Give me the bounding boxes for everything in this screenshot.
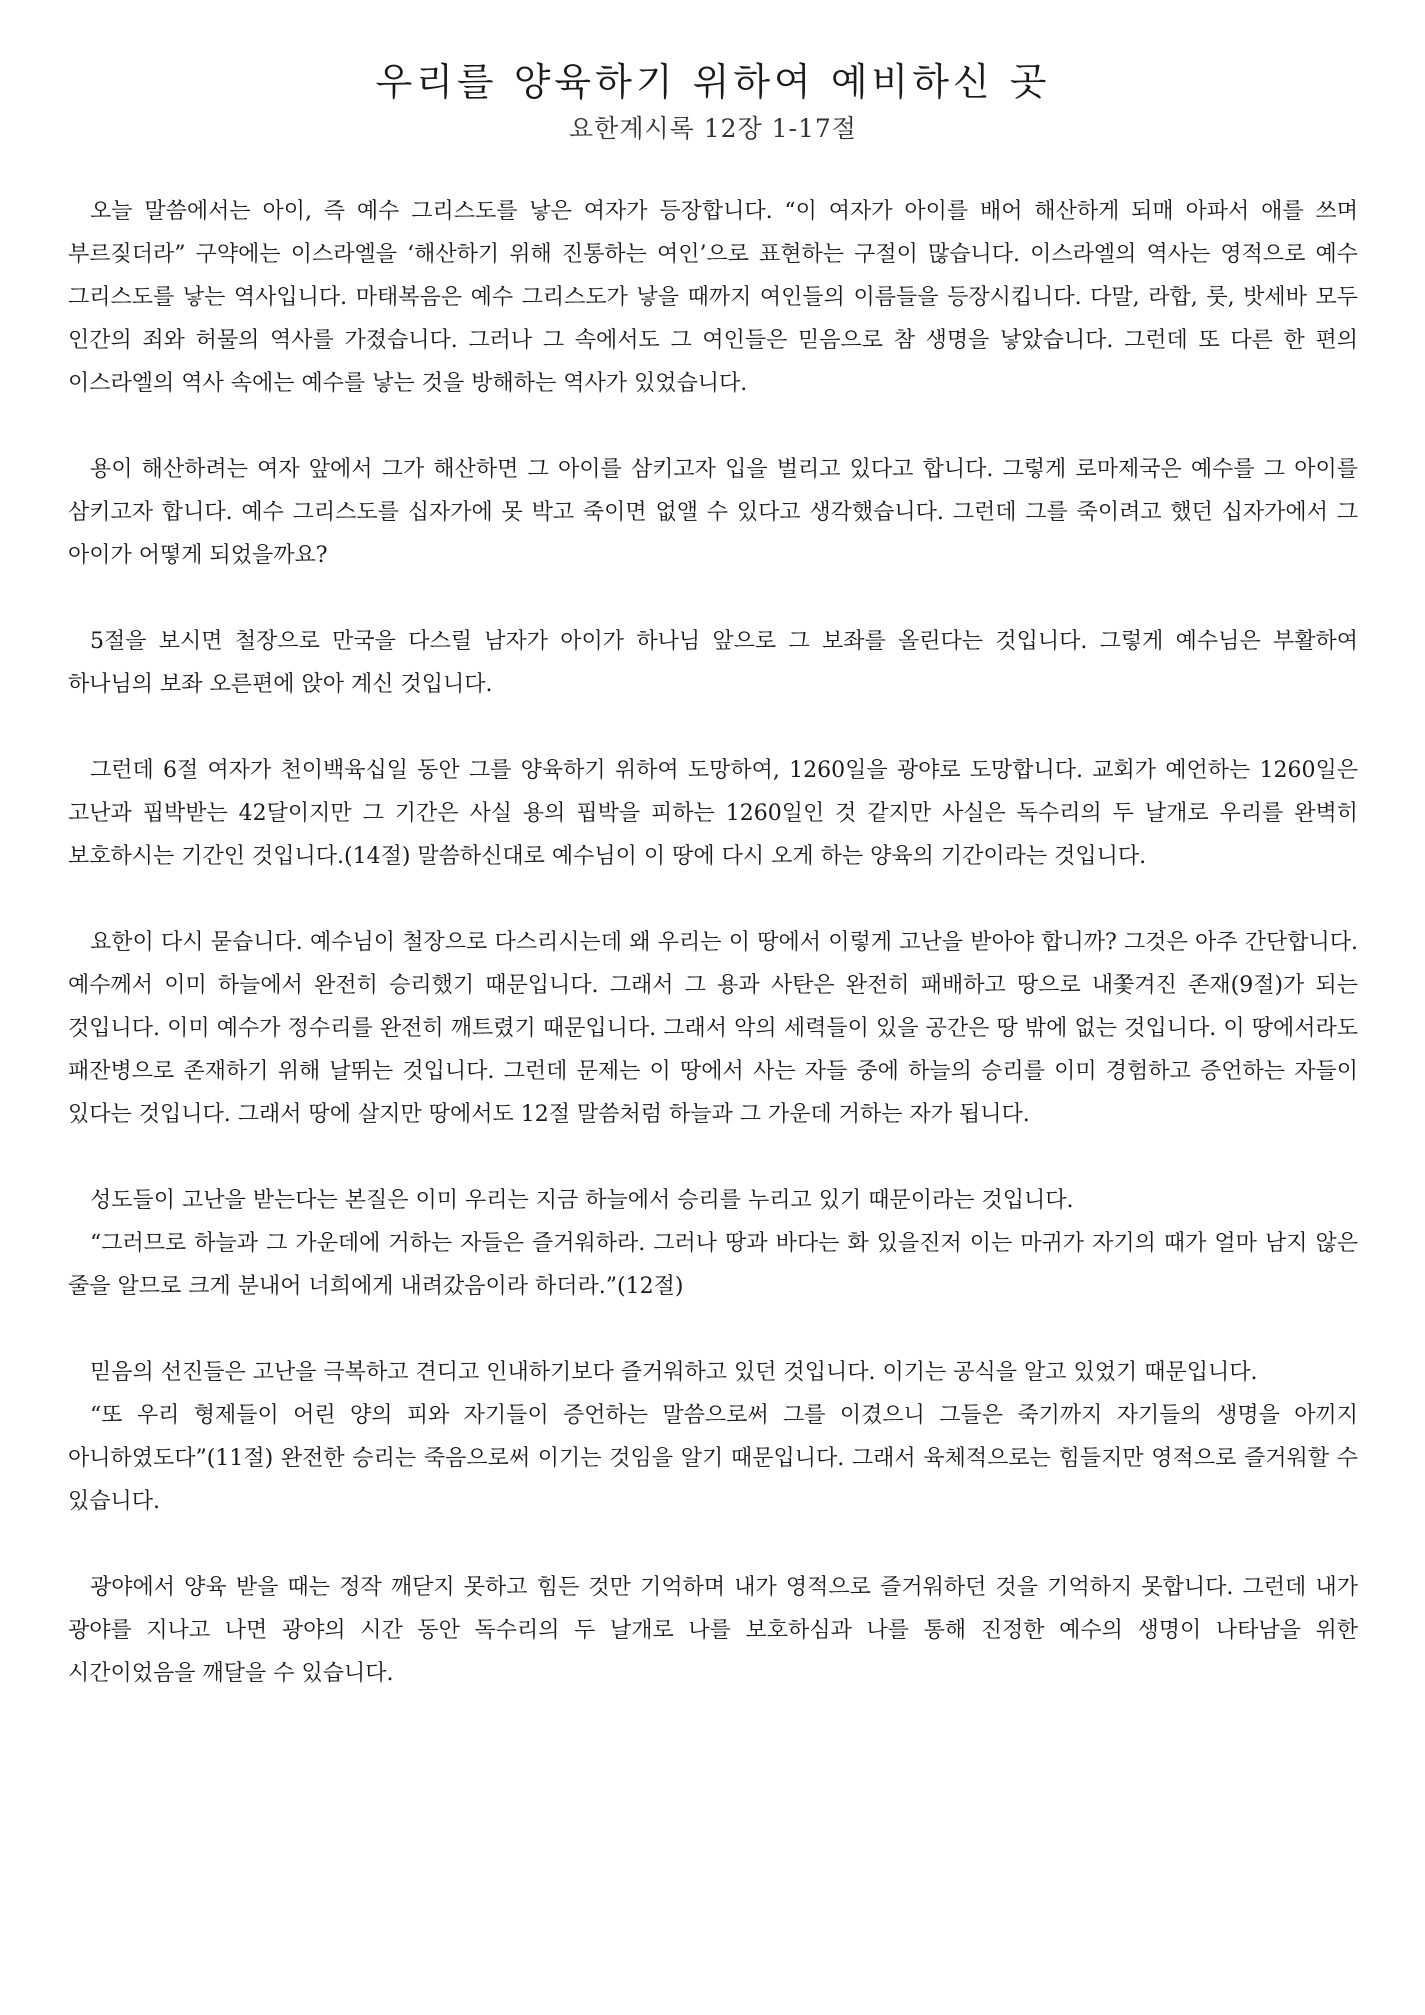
- paragraph-4: [68, 749, 1358, 878]
- paragraph-7: [68, 1351, 1358, 1523]
- document-page: [68, 58, 1358, 1738]
- paragraph-5: [68, 921, 1358, 1136]
- paragraph-text: 요한이 다시 묻습니다. 예수님이 철장으로 다스리시는데 왜 우리는 이 땅에서 이렇게 고난을 받아야 합니까? 그것은 아주 간단합니다. 예수께서 이미 하늘에서 완전히 승리했기 때문입니다. 그래서 그 용과 사탄은 완전히 패배하고 땅으로 내쫓겨진 존재(9절)가 되는 것입니다. 이미 예수가 정수리를 완전히 깨트렸기 때문입니다. 그래서 악의 세력들이 있을 공간은 땅 밖에 없는 것입니다. 이 땅에서라도 패잔병으로 존재하기 위해 날뛰는 것입니다. 그런데 문제는 이 땅에서 사는 자들 중에 하늘의 승리를 이미 경험하고 증언하는 자들이 있다는 것입니다. 그래서 땅에 살지만 땅에서도 12절 말씀처럼 하늘과 그 가운데 거하는 자가 됩니다.: [68, 930, 1358, 1128]
- paragraph-text: 5절을 보시면 철장으로 만국을 다스릴 남자가 아이가 하나님 앞으로 그 보좌를 올린다는 것입니다. 그렇게 예수님은 부활하여 하나님의 보좌 오른편에 앉아 계신 것입니다.: [68, 629, 1358, 698]
- paragraph-3: [68, 620, 1358, 706]
- paragraph-text: 오늘 말씀에서는 아이, 즉 예수 그리스도를 낳은 여자가 등장합니다. “이 여자가 아이를 배어 해산하게 되매 아파서 애를 쓰며 부르짖더라” 구약에는 이스라엘을 ‘해산하기 위해 진통하는 여인’으로 표현하는 구절이 많습니다. 이스라엘의 역사는 영적으로 예수 그리스도를 낳는 역사입니다. 마태복음은 예수 그리스도가 낳을 때까지 여인들의 이름들을 등장시킵니다. 다말, 라합, 룻, 밧세바 모두 인간의 죄와 허물의 역사를 가졌습니다. 그러나 그 속에서도 그 여인들은 믿음으로 참 생명을 낳았습니다. 그런데 또 다른 한 편의 이스라엘의 역사 속에는 예수를 낳는 것을 방해하는 역사가 있었습니다.: [68, 199, 1358, 397]
- paragraph-text: 그런데 6절 여자가 천이백육십일 동안 그를 양육하기 위하여 도망하여, 1260일을 광야로 도망합니다. 교회가 예언하는 1260일은 고난과 핍박받는 42달이지만 그 기간은 사실 용의 핍박을 피하는 1260일인 것 같지만 사실은 독수리의 두 날개로 우리를 완벽히 보호하시는 기간인 것입니다.(14절) 말씀하신대로 예수님이 이 땅에 다시 오게 하는 양육의 기간이라는 것입니다.: [68, 758, 1358, 870]
- paragraph-text: 믿음의 선진들은 고난을 극복하고 견디고 인내하기보다 즐거워하고 있던 것입니다. 이기는 공식을 알고 있었기 때문입니다.: [90, 1360, 1258, 1386]
- document-title: 우리를 양육하기 위하여 예비하신 곳: [375, 60, 1051, 104]
- paragraph-text: 성도들이 고난을 받는다는 본질은 이미 우리는 지금 하늘에서 승리를 누리고 있기 때문이라는 것입니다.: [90, 1188, 1074, 1214]
- paragraph-6: [68, 1179, 1358, 1308]
- paragraph-2: [68, 448, 1358, 577]
- scripture-quote: “그러므로 하늘과 그 가운데에 거하는 자들은 즐거워하라. 그러나 땅과 바다는 화 있을진저 이는 마귀가 자기의 때가 얼마 남지 않은 줄을 알므로 크게 분내어 너희에게 내려갔음이라 하더라.”(12절): [68, 1231, 1358, 1300]
- scripture-reference: 요한계시록 12장 1-17절: [569, 114, 857, 144]
- paragraph-text: 용이 해산하려는 여자 앞에서 그가 해산하면 그 아이를 삼키고자 입을 벌리고 있다고 합니다. 그렇게 로마제국은 예수를 그 아이를 삼키고자 합니다. 예수 그리스도를 십자가에 못 박고 죽이면 없앨 수 있다고 생각했습니다. 그런데 그를 죽이려고 했던 십자가에서 그 아이가 어떻게 되었을까요?: [68, 457, 1358, 569]
- paragraph-text: 광야에서 양육 받을 때는 정작 깨닫지 못하고 힘든 것만 기억하며 내가 영적으로 즐거워하던 것을 기억하지 못합니다. 그런데 내가 광야를 지나고 나면 광야의 시간 동안 독수리의 두 날개로 나를 보호하심과 나를 통해 진정한 예수의 생명이 나타남을 위한 시간이었음을 깨달을 수 있습니다.: [68, 1575, 1358, 1687]
- scripture-quote: “또 우리 형제들이 어린 양의 피와 자기들이 증언하는 말씀으로써 그를 이겼으니 그들은 죽기까지 자기들의 생명을 아끼지 아니하였도다”(11절) 완전한 승리는 죽음으로써 이기는 것임을 알기 때문입니다. 그래서 육체적으로는 힘들지만 영적으로 즐거워할 수 있습니다.: [68, 1403, 1358, 1515]
- paragraph-8: [68, 1566, 1358, 1695]
- paragraph-1: [68, 190, 1358, 405]
